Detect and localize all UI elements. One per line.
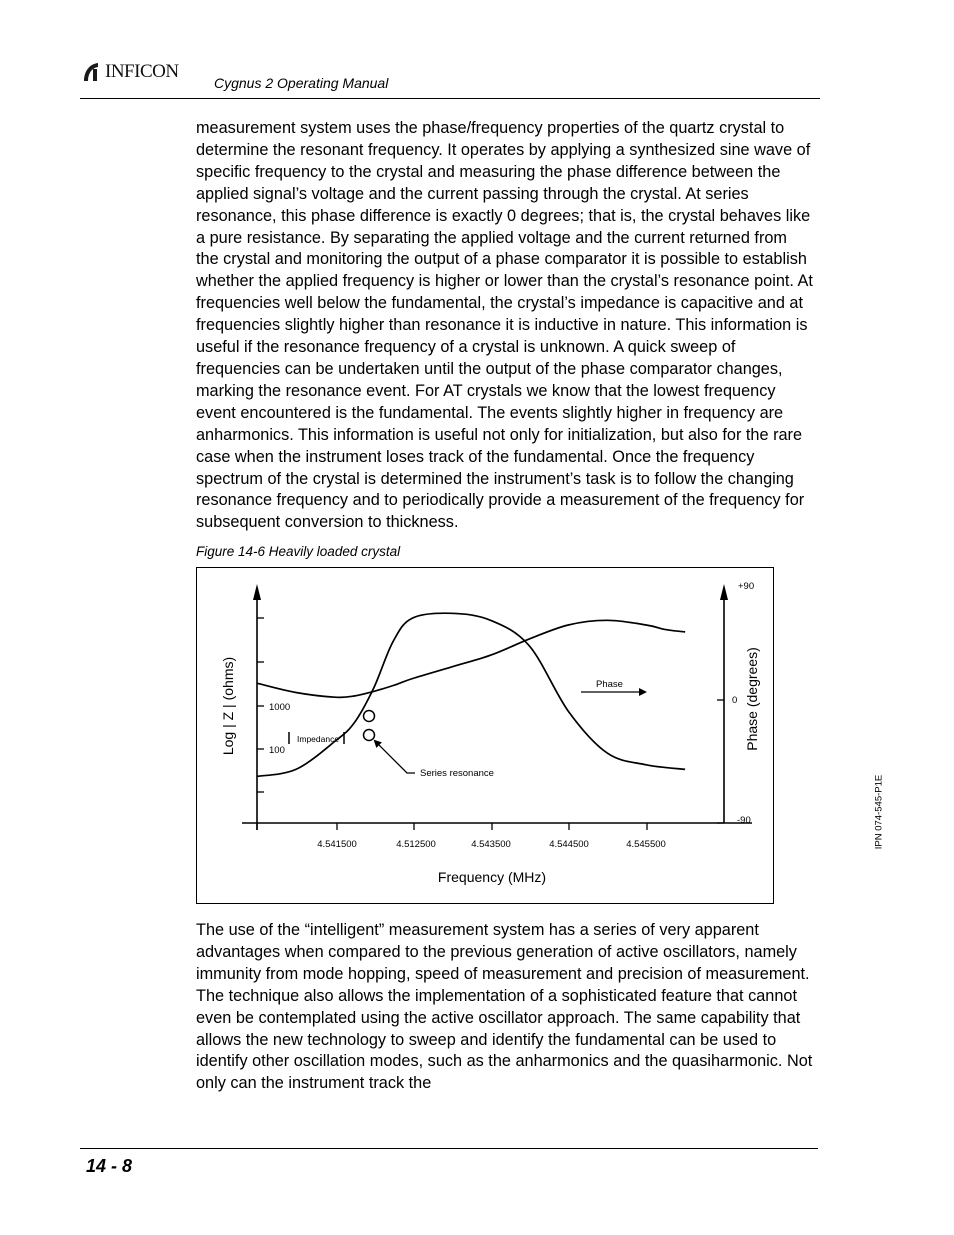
y-left-tick-label: 1000 [269, 702, 291, 713]
series-resonance-leader [375, 741, 415, 773]
brand-name: INFICON [105, 61, 179, 82]
x-tick-label: 4.543500 [471, 839, 511, 850]
y-left-axis-label: Log | Z | (ohms) [220, 656, 236, 756]
resonance-marker-lower [364, 730, 375, 741]
header-rule [80, 98, 820, 99]
x-axis-label: Frequency (MHz) [437, 869, 547, 885]
body-paragraph-2: The use of the “intelligent” measurement system has a series of very apparent advantages when compared to the previous generation of active oscillators, namely immunity from mode hopping, speed of measurement and precision of measurement. The technique also allows the implementation of a sophisticated feature that cannot even be contemplated using the active oscillator approach. The same capability that allows the new technology to sweep and identify the fundamental can be used to identify other oscillation modes, such as the anharmonics and the quasiharmonic. Not only can the instrument track the [196, 921, 813, 1093]
y-right-tick-label: -90 [737, 815, 751, 826]
inficon-logo-icon [80, 61, 102, 83]
right-y-axis-arrow [720, 584, 728, 600]
x-tick-label: 4.545500 [626, 839, 666, 850]
series-resonance-label: Series resonance [420, 768, 494, 779]
footer-rule [80, 1148, 818, 1149]
document-title: Cygnus 2 Operating Manual [214, 75, 389, 91]
x-tick-label: 4.544500 [549, 839, 589, 850]
resonance-marker-upper [364, 711, 375, 722]
figure-caption: Figure 14-6 Heavily loaded crystal [196, 544, 401, 559]
series-line-phase [257, 613, 685, 776]
impedance-annotation-label: Impedance [297, 734, 340, 744]
y-right-tick-label: 0 [732, 695, 738, 706]
chart-svg [197, 568, 775, 905]
left-y-axis-arrow [253, 584, 261, 600]
inficon-logo [80, 60, 179, 84]
figure-chart [196, 567, 774, 904]
x-tick-label: 4.541500 [317, 839, 357, 850]
phase-annotation-label: Phase [596, 679, 623, 690]
x-tick-label: 4.512500 [396, 839, 436, 850]
body-paragraph-1: measurement system uses the phase/frequency properties of the quartz crystal to determine the resonant frequency. It operates by applying a synthesized sine wave of specific frequency to the crystal and measuring the phase difference between the applied signal’s voltage and the current passing through the crystal. At series resonance, this phase difference is exactly 0 degrees; that is, the crystal behaves like a pure resistance. By separating the applied voltage and the current returned from the crystal and monitoring the output of a phase comparator it is possible to establish whether the applied frequency is higher or lower than the crystal’s resonance point. At frequencies well below the fundamental, the crystal’s impedance is capacitive and at frequencies slightly higher than resonance it is inductive in nature. This information is useful if the resonance frequency of a crystal is unknown. A quick sweep of frequencies can be undertaken until the output of the phase comparator changes, marking the resonance event. For AT crystals we know that the lowest frequency event encountered is the fundamental. The events slightly higher in frequency are anharmonics. This information is useful not only for initialization, but also for the rare case when the instrument loses track of the fundamental. Once the frequency spectrum of the crystal is determined the instrument’s task is to follow the changing resonance frequency and to periodically provide a measurement of the frequency for subsequent conversion to thickness. [196, 119, 813, 532]
y-right-tick-label: +90 [738, 581, 755, 592]
y-right-axis-label: Phase (degrees) [744, 647, 760, 751]
page-number: 14 - 8 [86, 1156, 133, 1176]
document-part-number: IPN 074-545-P1E [873, 774, 885, 850]
y-left-tick-label: 100 [269, 745, 285, 756]
